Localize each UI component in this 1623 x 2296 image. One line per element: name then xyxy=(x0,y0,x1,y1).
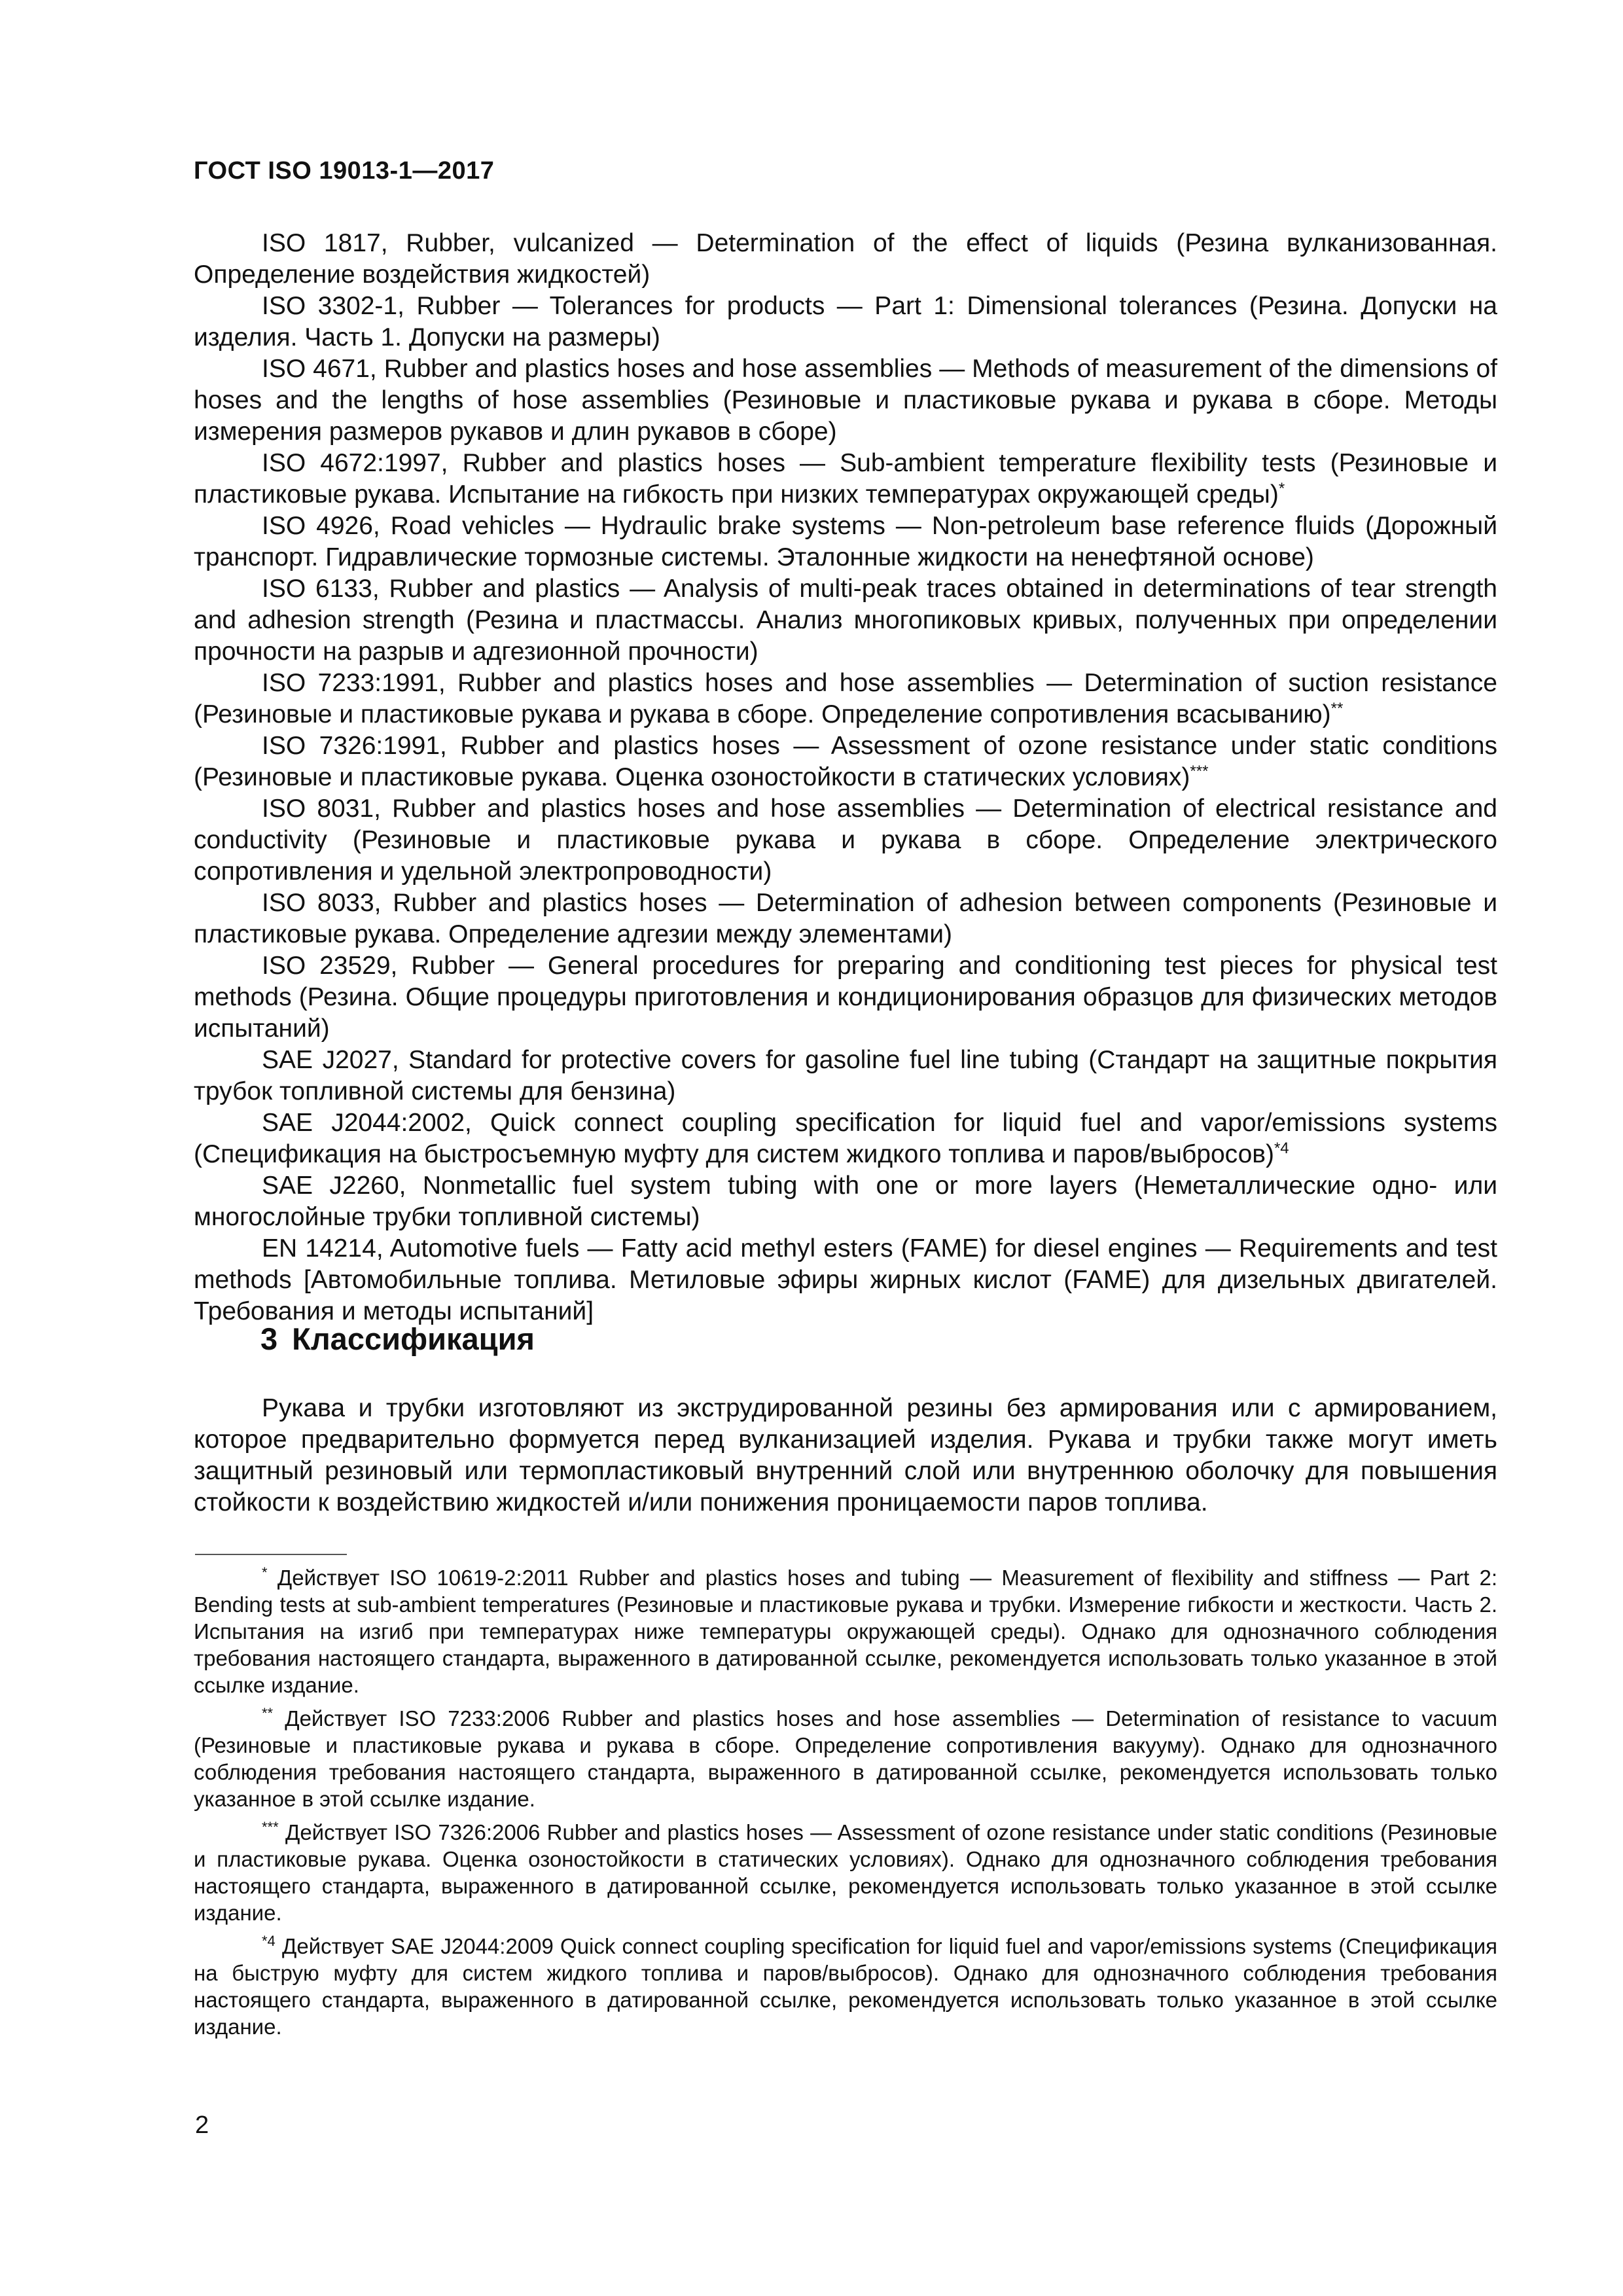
normative-references xyxy=(194,228,1497,1327)
reference-item: ISO 1817, Rubber, vulcanized — Determination of the effect of liquids (Резина вулканизованная. Определение воздействия жидкостей) xyxy=(194,229,1497,289)
footnote-divider xyxy=(195,1554,347,1555)
page-number: 2 xyxy=(195,2111,209,2139)
section-paragraph: Рукава и трубки изготовляют из экструдированной резины без армирования или с армированием, которое предварительно формуется перед вулканизацией изделия. Рукава и трубки также могут иметь защитный резиновый или термопластиковый внутренний слой или внутреннюю оболочку для повышения стойкости к воздействию жидкостей и/или понижения проницаемости паров топлива. xyxy=(194,1394,1497,1516)
reference-item: ISO 3302-1, Rubber — Tolerances for products — Part 1: Dimensional tolerances (Резина. Допуски на изделия. Часть 1. Допуски на размеры) xyxy=(194,292,1497,351)
reference-item: EN 14214, Automotive fuels — Fatty acid methyl esters (FAME) for diesel engines — Requirements and test methods [Автомобильные топлива. Метиловые эфиры жирных кислот (FAME) для дизельных двигателей. Требования и методы испытаний] xyxy=(194,1234,1497,1325)
document-header: ГОСТ ISO 19013-1—2017 xyxy=(194,157,495,185)
reference-item: ISO 7326:1991, Rubber and plastics hoses — Assessment of ozone resistance under static conditions (Резиновые и пластиковые рукава. Оценка озоностойкости в статических условиях)*** xyxy=(194,732,1497,791)
reference-item: ISO 4671, Rubber and plastics hoses and hose assemblies — Methods of measurement of the dimensions of hoses and the lengths of hose assemblies (Резиновые и пластиковые рукава и рукава в сборе. Методы измерения размеров рукавов и длин рукавов в сборе) xyxy=(194,355,1497,446)
reference-item: ISO 23529, Rubber — General procedures for preparing and conditioning test pieces for physical test methods (Резина. Общие процедуры приготовления и кондиционирования образцов для физических методов испытаний) xyxy=(194,952,1497,1043)
reference-item: ISO 8031, Rubber and plastics hoses and hose assemblies — Determination of electrical resistance and conductivity (Резиновые и пластиковые рукава и рукава в сборе. Определение электрического сопротивления и удельной электропроводности) xyxy=(194,795,1497,886)
reference-item: SAE J2027, Standard for protective covers for gasoline fuel line tubing (Стандарт на защитные покрытия трубок топливной системы для бензина) xyxy=(194,1046,1497,1105)
reference-item: ISO 7233:1991, Rubber and plastics hoses and hose assemblies — Determination of suction resistance (Резиновые и пластиковые рукава и рукава в сборе. Определение сопротивления всасыванию)** xyxy=(194,669,1497,728)
footnote-item: $^{*4}$ Действует SAE J2044:2009 Quick connect coupling specification for liquid fuel and vapor/emissions systems (Спецификация на быструю муфту для систем жидкого топлива и паров/выбросов). Однако для однозначного соблюдения требования настоящего стандарта, выраженного в датированной ссылке, рекомендуется использовать только указанное в этой ссылке издание. xyxy=(194,1933,1498,2039)
reference-item: SAE J2260, Nonmetallic fuel system tubing with one or more layers (Неметаллические одно- или многослойные трубки топливной системы) xyxy=(194,1172,1497,1231)
footnote-item: * Действует ISO 10619-2:2011 Rubber and plastics hoses and tubing — Measurement of flexibility and stiffness — Part 2: Bending tests at sub-ambient temperatures (Резиновые и пластиковые рукава и трубки. Измерение гибкости и жесткости. Часть 2. Испытания на изгиб при температурах ниже температуры окружающей среды). Однако для однозначного соблюдения требования настоящего стандарта, выраженного в датированной ссылке, рекомендуется использовать только указанное в этой ссылке издание. xyxy=(194,1564,1497,1697)
reference-item: ISO 4926, Road vehicles — Hydraulic brake systems — Non-petroleum base reference fluids (Дорожный транспорт. Гидравлические тормозные системы. Эталонные жидкости на ненефтяной основе) xyxy=(194,512,1497,571)
reference-item: ISO 8033, Rubber and plastics hoses — Determination of adhesion between components (Резиновые и пластиковые рукава. Определение адгезии между элементами) xyxy=(194,889,1497,948)
reference-item: ISO 6133, Rubber and plastics — Analysis of multi-peak traces obtained in determinations of tear strength and adhesion strength (Резина и пластмассы. Анализ многопиковых кривых, полученных при определении прочности на разрыв и адгезионной прочности) xyxy=(194,575,1497,666)
footnote-item: ** Действует ISO 7233:2006 Rubber and plastics hoses and hose assemblies — Determination of resistance to vacuum (Резиновые и пластиковые рукава и рукава в сборе. Определение сопротивления вакууму). Однако для однозначного соблюдения требования настоящего стандарта, выраженного в датированной ссылке, рекомендуется использовать только указанное в этой ссылке издание. xyxy=(194,1705,1497,1811)
reference-item: SAE J2044:2002, Quick connect coupling specification for liquid fuel and vapor/emissions systems (Спецификация на быстросъемную муфту для систем жидкого топлива и паров/выбросов)$^{*4}$ xyxy=(194,1109,1497,1168)
section-title: Классификация xyxy=(292,1321,535,1356)
section-number: 3 xyxy=(260,1321,278,1356)
reference-item: ISO 4672:1997, Rubber and plastics hoses — Sub-ambient temperature flexibility tests (Резиновые и пластиковые рукава. Испытание на гибкость при низких температурах окружающей среды)* xyxy=(194,449,1497,509)
footnote-item: *** Действует ISO 7326:2006 Rubber and plastics hoses — Assessment of ozone resistance under static conditions (Резиновые и пластиковые рукава. Оценка озоностойкости в статических условиях). Однако для однозначного соблюдения требования настоящего стандарта, выраженного в датированной ссылке, рекомендуется использовать только указанное в этой ссылке издание. xyxy=(194,1819,1498,1925)
section-heading xyxy=(260,1321,549,1357)
footnotes xyxy=(194,1564,1497,2047)
